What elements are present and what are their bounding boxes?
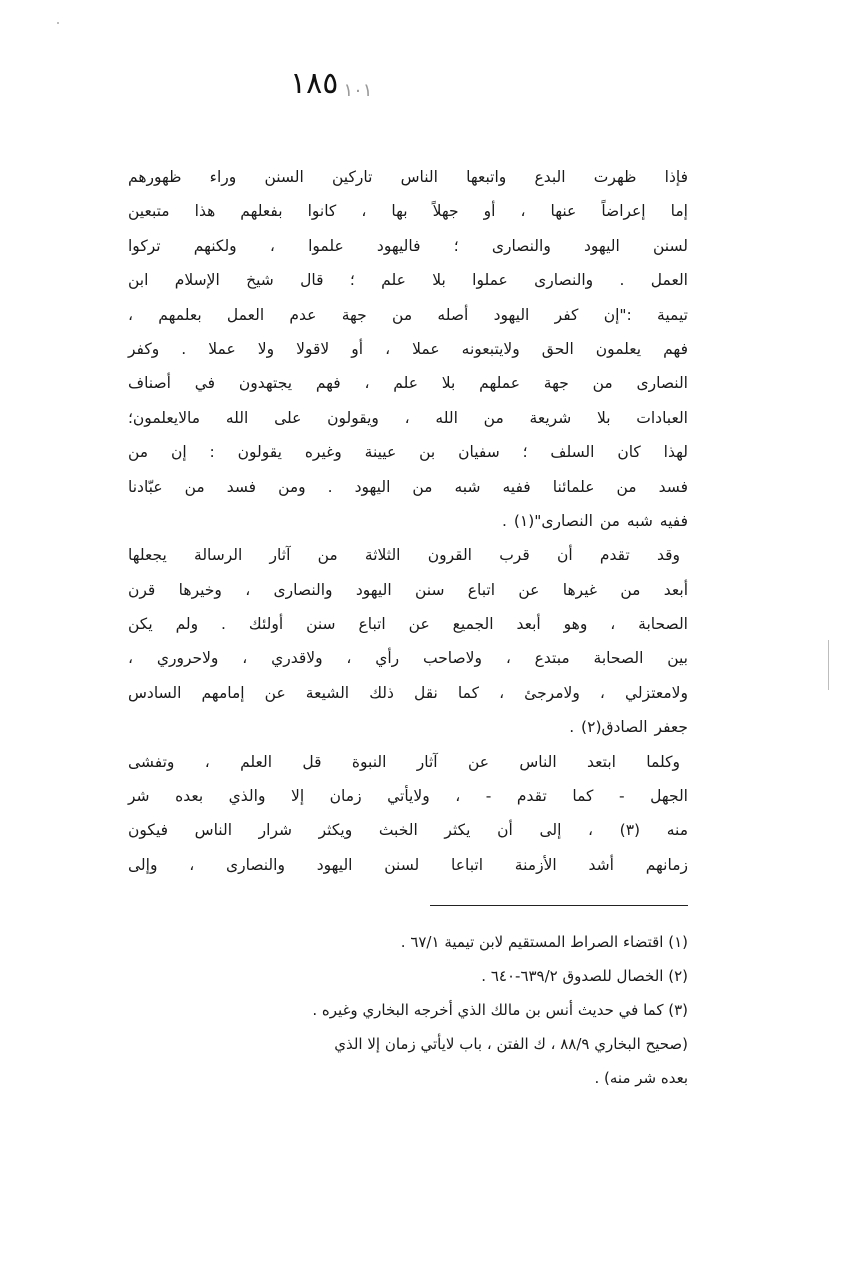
text-line: فسد من علمائنا ففيه شبه من اليهود . ومن فسد من عبّادنا [128, 477, 688, 496]
text-line: وقد تقدم أن قرب القرون الثلاثة من آثار الرسالة يجعلها [128, 546, 680, 565]
text-line: لسنن اليهود والنصارى ؛ فاليهود علموا ، ولكنهم تركوا [128, 236, 688, 255]
text-line: الصحابة ، وهو أبعد الجميع عن اتباع سنن أولئك . ولم يكن [128, 615, 688, 634]
text-line: الجهل - كما تقدم - ، ولايأتي زمان إلا والذي بعده شر [128, 787, 688, 806]
text-line: زمانهم أشد الأزمنة اتباعا لسنن اليهود والنصارى ، وإلى [128, 855, 688, 874]
text-line: ولامعتزلي ، ولامرجئ ، كما نقل ذلك الشيعة عن إمامهم السادس [128, 683, 688, 702]
footnote-divider [430, 905, 688, 906]
text-line: لهذا كان السلف ؛ سفيان بن عيينة وغيره يقولون : إن من [128, 443, 688, 462]
page-number [290, 66, 420, 101]
body-text [128, 160, 688, 882]
text-line: النصارى من جهة عملهم بلا علم ، فهم يجتهدون في أصناف [128, 374, 688, 393]
footnote: (صحيح البخاري ٨٨/٩ ، ك الفتن ، باب لايأتي زمان إلا الذي [334, 1035, 688, 1053]
text-line: منه (٣) ، إلى أن يكثر الخبث ويكثر شرار الناس فيكون [128, 821, 688, 840]
page-number-main: ١٨٥ [290, 66, 339, 101]
page-number-faint: ١٠١ [343, 80, 373, 101]
footnote: بعده شر منه) . [594, 1069, 688, 1087]
text-line: تيمية :"إن كفر اليهود أصله من جهة عدم العمل بعلمهم ، [128, 305, 688, 324]
footnote: (١) اقتضاء الصراط المستقيم لابن تيمية ٦٧/١ . [400, 933, 688, 951]
scan-speck [57, 22, 59, 24]
footnotes [128, 925, 688, 1095]
text-line: العمل . والنصارى عملوا بلا علم ؛ قال شيخ الإسلام ابن [128, 271, 688, 290]
text-line: بين الصحابة مبتدع ، ولاصاحب رأي ، ولاقدري ، ولاحروري ، [128, 649, 688, 668]
text-line: أبعد من غيرها عن اتباع سنن اليهود والنصارى ، وخيرها قرن [128, 580, 688, 599]
text-line: وكلما ابتعد الناس عن آثار النبوة قل العلم ، وتفشى [128, 752, 680, 771]
text-line: جعفر الصادق(٢) . [569, 718, 688, 737]
text-line: العبادات بلا شريعة من الله ، ويقولون على الله مالايعلمون؛ [128, 408, 688, 427]
footnote: (٢) الخصال للصدوق ٦٣٩/٢-٦٤٠ . [481, 967, 688, 985]
text-line: فهم يعلمون الحق ولايتبعونه عملا ، أو لاقولا ولا عملا . وكفر [128, 339, 688, 358]
text-line: ففيه شبه من النصارى"(١) . [502, 511, 688, 530]
footnote: (٣) كما في حديث أنس بن مالك الذي أخرجه البخاري وغيره . [312, 1001, 688, 1019]
text-line: فإذا ظهرت البدع واتبعها الناس تاركين السنن وراء ظهورهم [128, 168, 688, 186]
scan-speck [828, 640, 829, 690]
text-line: إما إعراضاً عنها ، أو جهلاً بها ، كانوا بفعلهم هذا متبعين [128, 202, 688, 221]
